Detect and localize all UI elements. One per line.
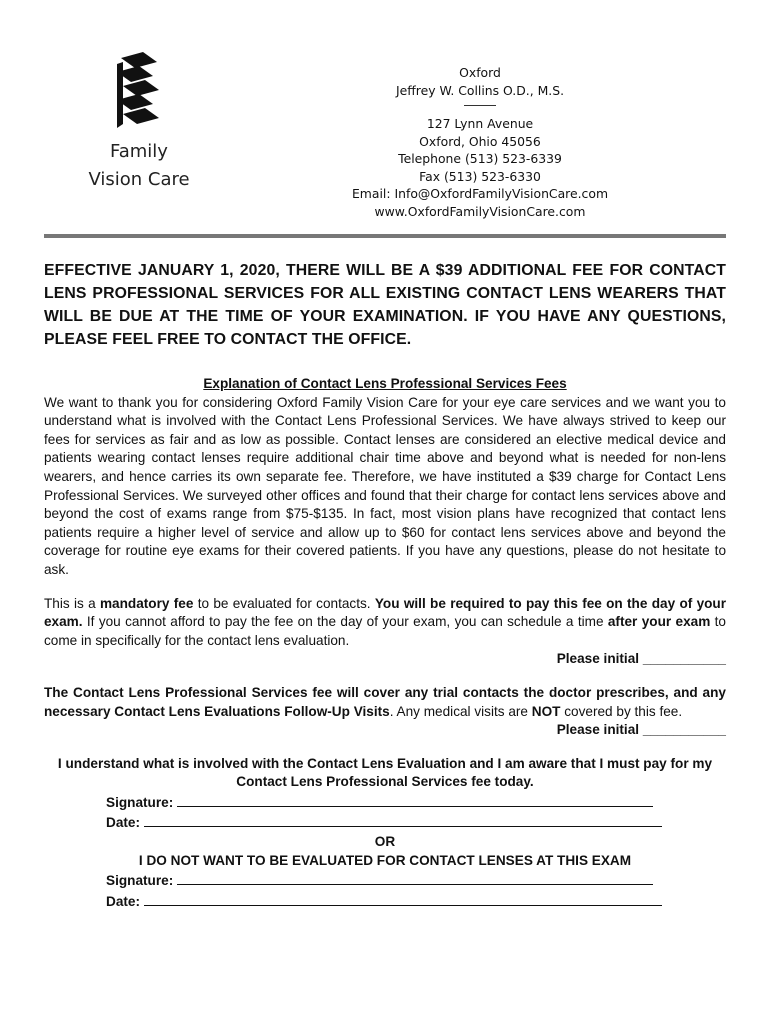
date-line[interactable] <box>144 891 662 906</box>
logo-text-line-1: Family <box>110 141 168 162</box>
city-line: Oxford, Ohio 45056 <box>419 133 541 149</box>
explanation-paragraph: We want to thank you for considering Oxford Family Vision Care for your eye care services and we want you to understand what is involved with the Contact Lens Professional Services. We have always strived to keep our fees for services as fair and as low as possible. Contact lenses are considered an elective medical device and patients wearing contact lenses require additional chair time above and beyond what is needed for non-lens wearers, and hence carries its own separate fee. Therefore, we have instituted a $39 charge for Contact Lens Professional Services. We surveyed other offices and found that their charge for contact lens services above and beyond the cost of exams range from $75-$135. In fact, most vision plans have recognized that contact lens patients require a higher level of service and allow up to $60 for contact lens services above and beyond the coverage for routine eye exams for their covered patients. If you have any questions, please do not hesitate to ask. <box>44 394 726 577</box>
decline-statement: I DO NOT WANT TO BE EVALUATED FOR CONTACT LENSES AT THIS EXAM <box>138 852 632 868</box>
address-line: 127 Lynn Avenue <box>426 116 534 131</box>
mandatory-fee-paragraph <box>44 595 726 651</box>
doctor-name: Jeffrey W. Collins O.D., M.S. <box>395 82 565 98</box>
acknowledgement-statement: I understand what is involved with the Contact Lens Evaluation and I am aware that I must pay for my Contact Lens Professional Services fee today. <box>57 755 713 790</box>
divider <box>464 105 496 106</box>
website-line: www.OxfordFamilyVisionCare.com <box>374 203 586 219</box>
bold-span: You will be required to pay this fee on the day of your exam. <box>44 595 727 630</box>
signature-label: Signature: <box>106 794 174 810</box>
contact-block <box>330 64 630 220</box>
bold-span: mandatory fee <box>99 595 194 611</box>
bold-span: The Contact Lens Professional Services fee will cover any trial contacts the doctor prescribes, and any necessary Contact Lens Evaluations Follow-Up Visits <box>44 684 726 719</box>
bold-span: NOT <box>531 703 561 719</box>
bold-span: after your exam <box>607 614 711 630</box>
date-field-2[interactable] <box>44 891 726 912</box>
document-body <box>44 375 726 911</box>
logo-text-line-2: Vision Care <box>88 169 190 190</box>
office-name: Oxford <box>459 65 501 80</box>
text-span: to come in specifically for the contact lens evaluation. <box>44 614 726 648</box>
text-span: If you cannot afford to pay the fee on the day of your exam, you can schedule a time <box>82 614 608 630</box>
fee-notice: EFFECTIVE JANUARY 1, 2020, THERE WILL BE A $39 ADDITIONAL FEE FOR CONTACT LENS PROFESSIONAL SERVICES FOR ALL EXISTING CONTACT LENS WEARERS THAT WILL BE DUE AT THE TIME OF YOUR EXAMINATION. IF YOU HAVE ANY QUESTIONS, PLEASE FEEL FREE TO CONTACT THE OFFICE. <box>44 262 726 348</box>
email-line: Email: Info@OxfordFamilyVisionCare.com <box>351 186 609 201</box>
initial-field-2[interactable]: Please initial ___________ <box>556 722 726 738</box>
signature-label: Signature: <box>106 873 174 889</box>
text-span: covered by this fee. <box>560 703 683 719</box>
text-span: This is a <box>44 595 100 611</box>
text-span: . Any medical visits are <box>389 703 532 719</box>
date-line[interactable] <box>144 812 662 827</box>
date-field-1[interactable] <box>44 812 726 833</box>
explanation-heading: Explanation of Contact Lens Professional Services Fees <box>203 376 567 391</box>
phone-line: Telephone (513) 523-6339 <box>398 151 562 166</box>
initial-field-1[interactable]: Please initial ___________ <box>556 651 726 667</box>
text-span: to be evaluated for contacts. <box>193 595 375 611</box>
or-separator: OR <box>374 834 396 850</box>
header-rule <box>44 234 726 238</box>
practice-logo <box>84 52 194 192</box>
date-label: Date: <box>106 815 140 831</box>
logo-mark-icon <box>113 52 165 136</box>
coverage-paragraph <box>44 684 726 721</box>
signature-field-2[interactable] <box>44 870 726 891</box>
signature-line[interactable] <box>177 870 653 885</box>
signature-line[interactable] <box>177 792 653 807</box>
signature-field-1[interactable] <box>44 792 726 813</box>
fax-line: Fax (513) 523-6330 <box>419 168 541 184</box>
date-label: Date: <box>106 893 140 909</box>
